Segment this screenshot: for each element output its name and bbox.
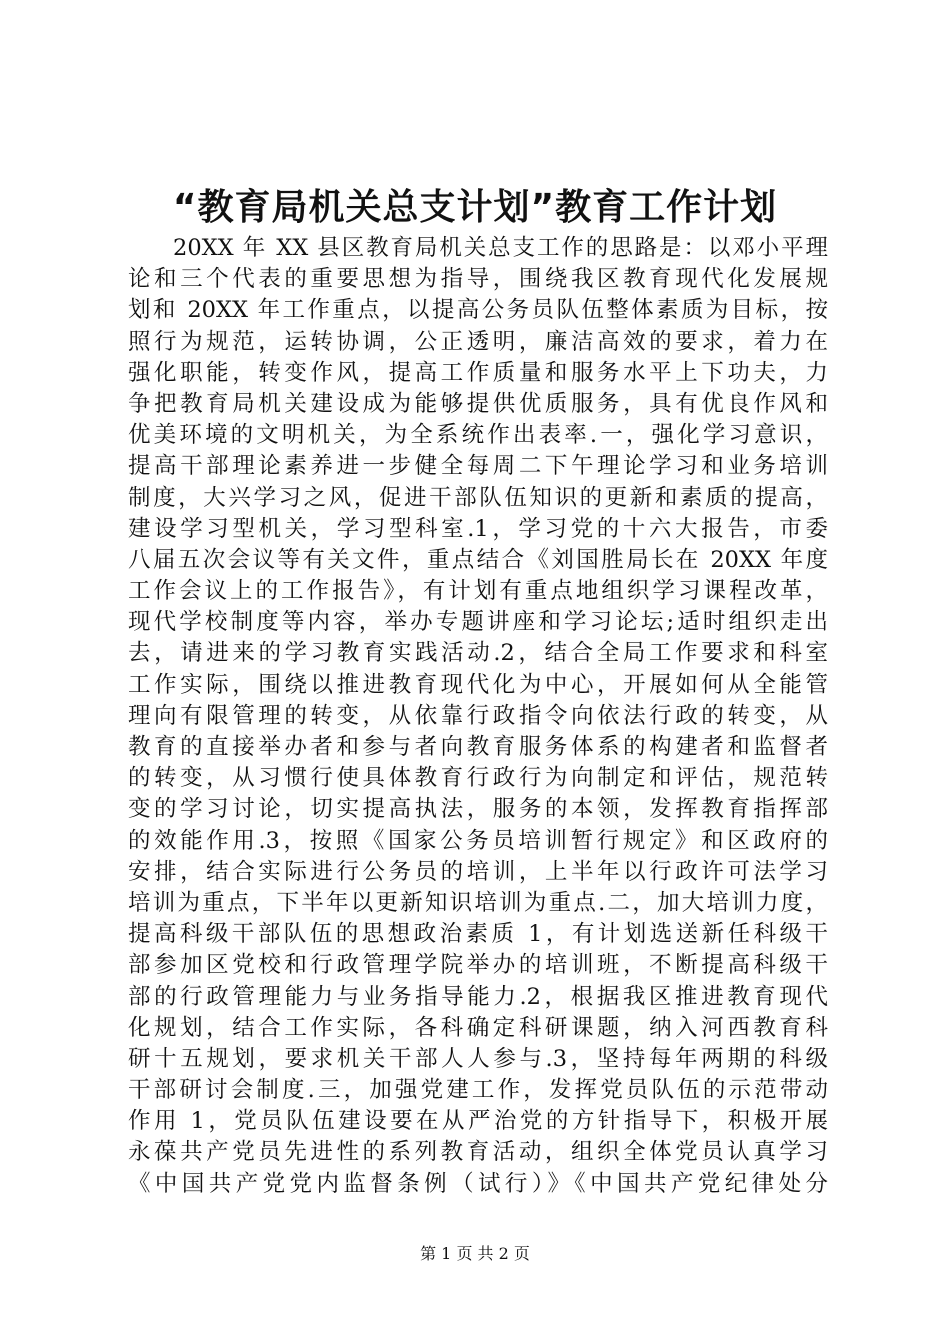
body-line: 强化职能，转变作风，提高工作质量和服务水平上下功夫，力 <box>128 359 828 386</box>
body-line: 作用 1，党员队伍建设要在从严治党的方针指导下，积极开展 <box>128 1108 828 1135</box>
document-body <box>128 233 828 1200</box>
body-line: 划和 20XX 年工作重点，以提高公务员队伍整体素质为目标，按 <box>128 297 828 324</box>
body-line: 去，请进来的学习教育实践活动.2，结合全局工作要求和科室 <box>128 640 828 667</box>
body-line: 制度，大兴学习之风，促进干部队伍知识的更新和素质的提高， <box>128 484 828 511</box>
body-line: 教育的直接举办者和参与者向教育服务体系的构建者和监督者 <box>128 734 828 760</box>
body-line: 安排，结合实际进行公务员的培训，上半年以行政许可法学习 <box>128 858 828 885</box>
body-line: 提高科级干部队伍的思想政治素质 1，有计划选送新任科级干 <box>128 921 828 948</box>
body-line: 工作会议上的工作报告》，有计划有重点地组织学习课程改革， <box>128 578 828 605</box>
body-line: 工作实际，围绕以推进教育现代化为中心，开展如何从全能管 <box>128 671 828 698</box>
body-line: 现代学校制度等内容，举办专题讲座和学习论坛;适时组织走出 <box>128 609 828 636</box>
page-footer: 第 1 页 共 2 页 <box>420 1244 530 1263</box>
body-line: 争把教育局机关建设成为能够提供优质服务，具有优良作风和 <box>128 390 828 417</box>
body-line: 部的行政管理能力与业务指导能力.2，根据我区推进教育现代 <box>128 983 828 1010</box>
body-line: 培训为重点，下半年以更新知识培训为重点.二，加大培训力度， <box>128 889 828 916</box>
body-line: 的效能作用.3，按照《国家公务员培训暂行规定》和区政府的 <box>128 827 828 854</box>
body-line: 干部研讨会制度.三，加强党建工作，发挥党员队伍的示范带动 <box>128 1077 828 1104</box>
body-line: 论和三个代表的重要思想为指导，围绕我区教育现代化发展规 <box>128 266 828 293</box>
body-line: 《中国共产党党内监督条例（试行）》《中国共产党纪律处分 <box>128 1170 828 1197</box>
body-line: 照行为规范，运转协调，公正透明，廉洁高效的要求，着力在 <box>128 328 828 355</box>
body-line: 化规划，结合工作实际，各科确定科研课题，纳入河西教育科 <box>128 1014 828 1041</box>
body-line: 部参加区党校和行政管理学院举办的培训班，不断提高科级干 <box>128 952 828 979</box>
body-line: 变的学习讨论，切实提高执法，服务的本领，发挥教育指挥部 <box>128 796 828 823</box>
body-line: 研十五规划，要求机关干部人人参与.3，坚持每年两期的科级 <box>128 1045 828 1072</box>
body-line: 理向有限管理的转变，从依靠行政指令向依法行政的转变，从 <box>128 702 828 729</box>
document-title: “教育局机关总支计划”教育工作计划 <box>172 187 778 228</box>
body-line: 优美环境的文明机关，为全系统作出表率.一，强化学习意识， <box>128 422 828 449</box>
body-line: 提高干部理论素养进一步健全每周二下午理论学习和业务培训 <box>128 453 828 480</box>
body-line: 20XX 年 XX 县区教育局机关总支工作的思路是：以邓小平理 <box>173 235 828 261</box>
body-line: 永葆共产党员先进性的系列教育活动，组织全体党员认真学习 <box>128 1139 828 1166</box>
body-line: 八届五次会议等有关文件，重点结合《刘国胜局长在 20XX 年度 <box>128 546 828 573</box>
body-line: 的转变，从习惯行使具体教育行政行为向制定和评估，规范转 <box>128 765 828 792</box>
body-line: 建设学习型机关，学习型科室.1，学习党的十六大报告，市委 <box>128 515 828 542</box>
